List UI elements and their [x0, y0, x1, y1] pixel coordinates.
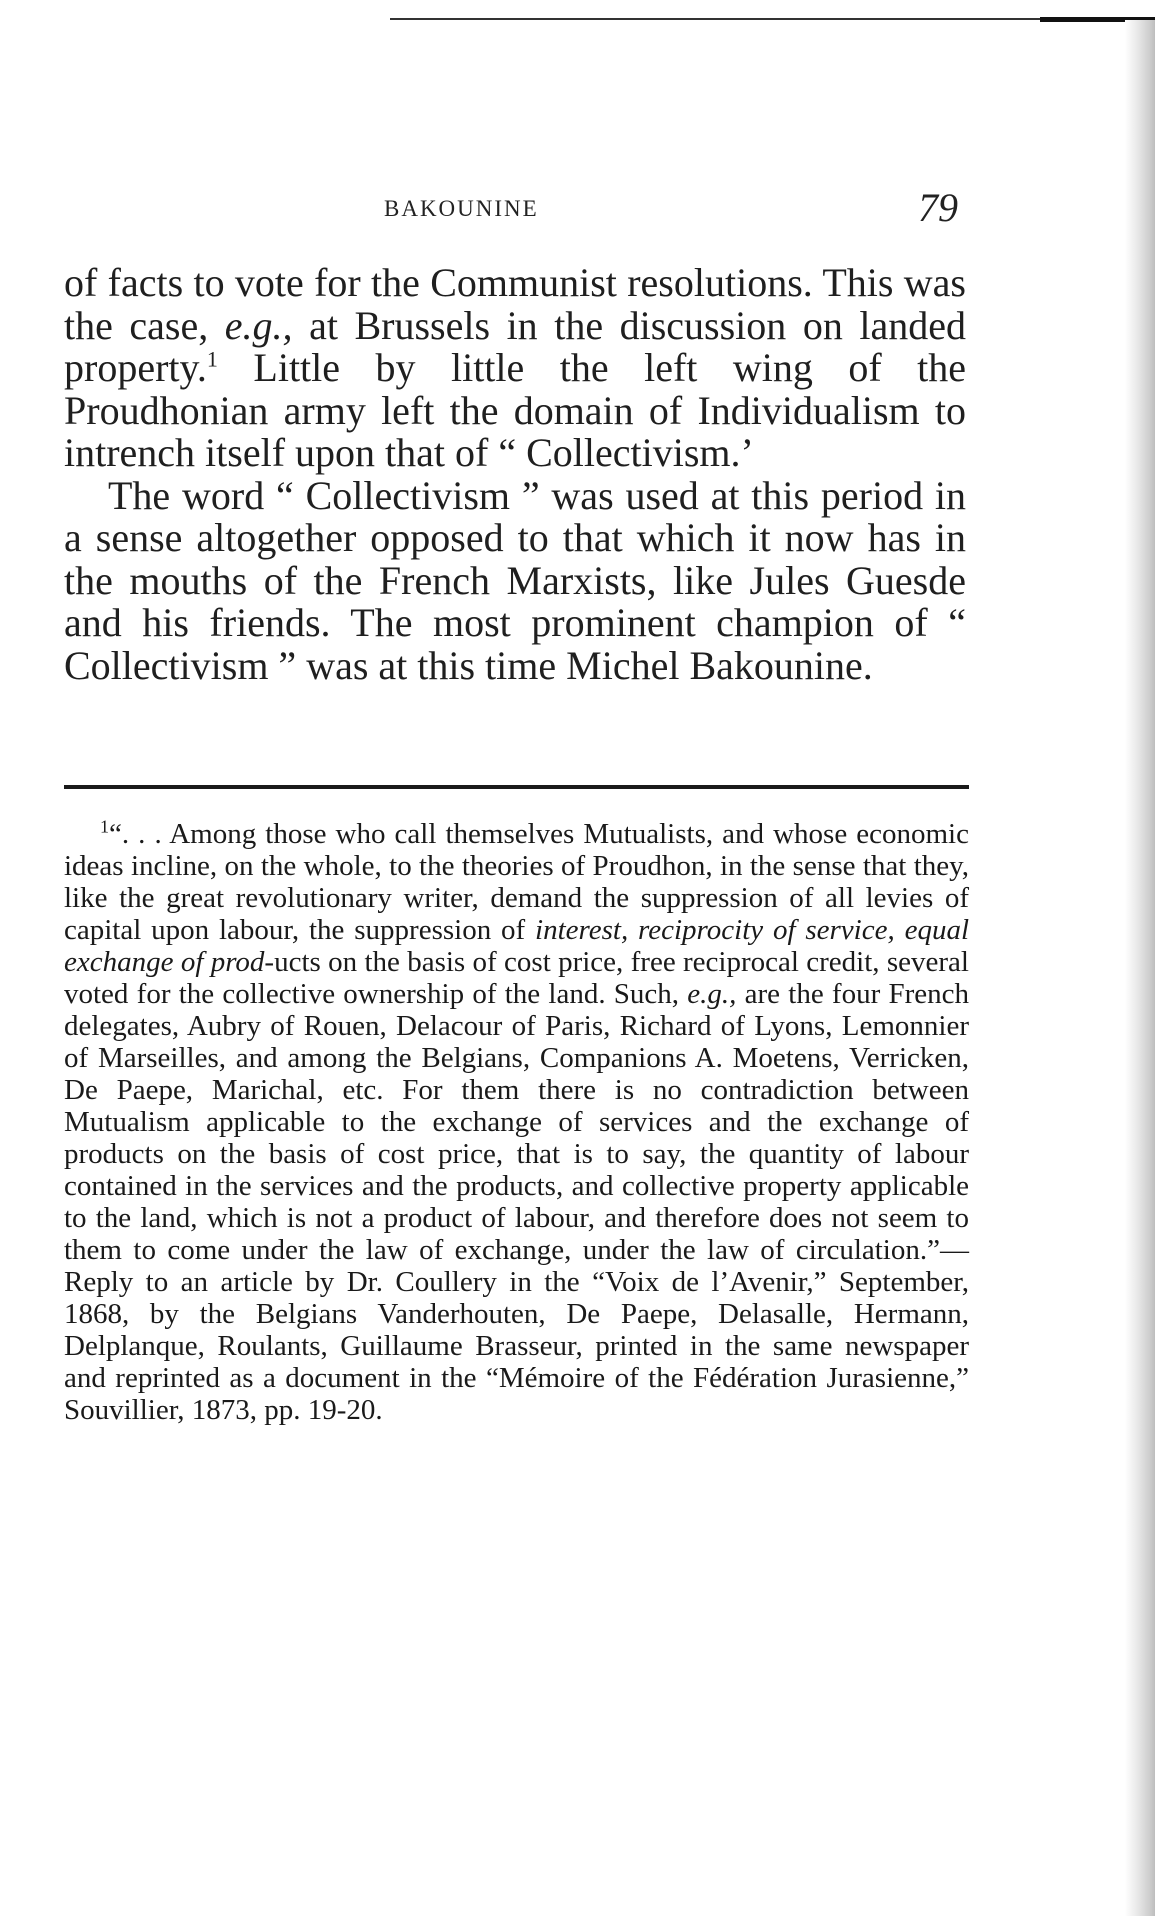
paragraph-2: The word “ Collectivism ” was used at this period in a sense altogether opposed to that which it now has in the mouths of the French Marxists, like Jules Guesde and his friends. The most prominent champion of “ Collectivism ” was at this time Michel Bakounine.	[64, 472, 966, 688]
page-edge-shadow	[1125, 20, 1155, 1916]
paragraph-1-text-c: Little by little the left wing of the Proudhonian army left the domain of Individualism to intrench itself upon that of “ Collectivism.’	[64, 345, 966, 475]
paragraph-1	[64, 262, 966, 475]
footnote-marker: 1	[100, 816, 109, 837]
paragraph-1-eg: e.g.,	[224, 302, 293, 348]
main-text	[64, 262, 966, 687]
footnote-text-c: are the four French delegates, Aubry of Rouen, Delacour of Paris, Richard of Lyons, Lemonnier of Marseilles, and among the Belgians, Companions A. Moetens, Verricken, De Paepe, Marichal, etc. For them there is no contradiction between Mutualism applicable to the exchange of services and the exchange of products on the basis of cost price, that is to say, the quantity of labour contained in the services and the products, and collective property applicable to the land, which is not a product of labour, and therefore does not seem to them to come under the law of exchange, under the law of circulation.”—Reply to an article by Dr. Coullery in the “Voix de l’Avenir,” September, 1868, by the Belgians Vanderhouten, De Paepe, Delasalle, Hermann, Delplanque, Roulants, Guillaume Brasseur, printed in the same newspaper and reprinted as a document in the “Mémoire of the Fédération Jurasienne,” Souvillier, 1873, pp. 19-20.	[64, 978, 969, 1426]
footnote-text-b: ucts on the basis of cost price, free reciprocal credit, several voted for the collective ownership of the land. Such,	[64, 946, 969, 1010]
footnote-text-a: “. . . Among those who call themselves Mutualists, and whose economic ideas incline, on the whole, to the theories of Proudhon, in the sense that they, like the great revolutionary writer, demand the suppression of all levies of capital upon labour, the suppression of	[64, 818, 969, 946]
footnote-italic-text: interest, reciprocity of service, equal exchange of prod-	[64, 914, 969, 978]
paragraph-1-text-b: at Brussels in the discussion on landed property.	[64, 302, 966, 390]
page-number: 79	[918, 185, 958, 230]
footnote-reference: 1	[206, 346, 218, 372]
footnote-eg: e.g.,	[687, 978, 737, 1010]
footnote-divider	[64, 785, 969, 789]
paragraph-1-text-a: of facts to vote for the Communist resolutions. This was the case,	[64, 260, 966, 348]
footnote	[64, 818, 969, 1426]
footnote-paragraph	[64, 818, 969, 1426]
running-head: BAKOUNINE	[384, 196, 539, 221]
